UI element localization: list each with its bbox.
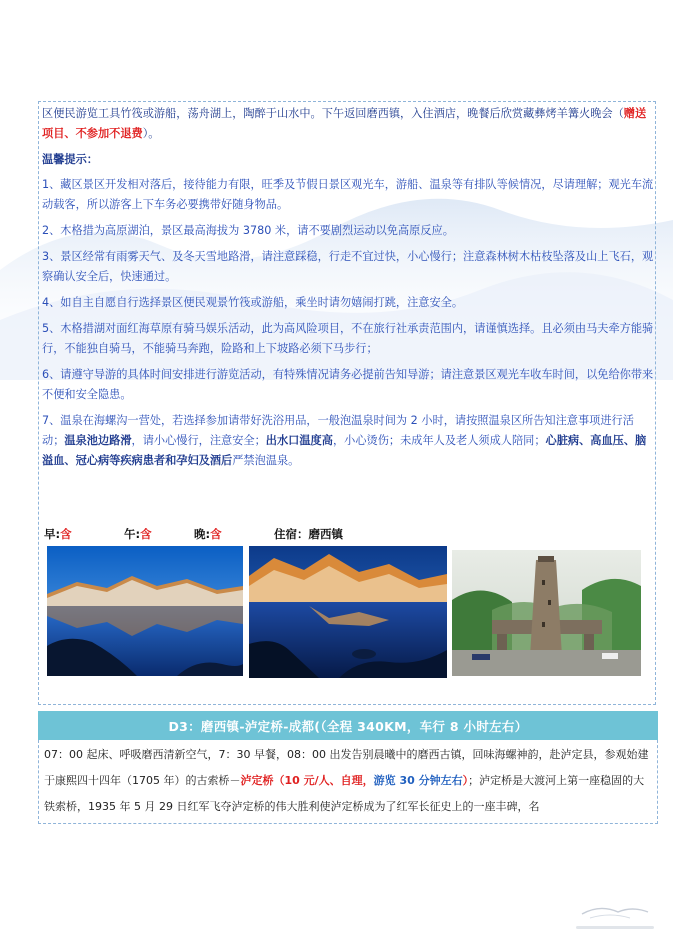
intro-paragraph (42, 104, 654, 144)
day3-price: （10 元/人、自理， (273, 774, 374, 787)
day3-tour-time: 游览 30 分钟左右 (373, 774, 463, 787)
intro-highlight: 赠送项目、不参加不退费 (42, 107, 647, 140)
watermark-logo (570, 898, 660, 938)
photo-mountain-lake-1 (47, 546, 243, 676)
meal-label: 早: (44, 527, 61, 541)
tip-text: 严禁泡温泉。 (232, 454, 300, 467)
tip-text: 7、温泉在海螺沟一营处，若选择参加请带好洗浴用品，一般泡温泉时间为 2 小时，请按照温泉区所告知注意事项进行活动； (42, 414, 634, 447)
tip-bold: 心脏病、高血压、脑溢血、冠心病等疾病患者和孕妇及酒后 (42, 434, 647, 467)
meal-value: 含 (210, 527, 222, 541)
meal-label: 午: (124, 527, 141, 541)
day3-text: 07：00 起床、呼吸磨西清新空气，7：30 早餐，08：00 出发告别晨曦中的磨西古镇，回味海螺神韵，赴泸定县，参观始建于康熙四十四年（1705 年）的古索桥－ (44, 748, 649, 787)
tip-item: 1、藏区景区开发相对落后，接待能力有限，旺季及节假日景区观光车，游船、温泉等有排队等候情况，尽请理解；观光车流动载客，所以游客上下车务必要携带好随身物品。 (42, 178, 654, 211)
tip-item: 5、木格措湖对面红海草原有骑马娱乐活动，此为高风险项目，不在旅行社承责范围内，请谨慎选择。且必须由马夫牵方能骑行，不能独自骑马，不能骑马奔跑，险路和上下坡路必须下马步行； (42, 322, 654, 355)
day2-content (42, 104, 654, 477)
day3-text: ；泸定桥是大渡河上第一座稳固的大铁索桥，1935 年 5 月 29 日红军飞夺泸定桥的伟大胜利使泸定桥成为了红军长征史上的一座丰碑，名 (44, 774, 645, 813)
tip-item: 6、请遵守导游的具体时间安排进行游览活动，有特殊情况请务必提前告知导游；请注意景区观光车收车时间，以免给你带来不便和安全隐患。 (42, 368, 654, 401)
tips-title: 温馨提示： (42, 153, 98, 166)
photo-stone-tower-gate (452, 550, 641, 676)
stay-label: 住宿： (274, 527, 309, 541)
tip-item-7 (42, 411, 654, 471)
intro-text-end: ）。 (142, 127, 160, 140)
photo-mountain-lake-2 (249, 546, 447, 678)
day3-content (44, 742, 652, 820)
stay-value: 磨西镇 (308, 527, 343, 541)
day3-price-close: ） (462, 774, 469, 787)
tip-text: ，请小心慢行，注意安全； (131, 434, 266, 447)
day3-title-bar (38, 711, 658, 740)
meal-dinner (194, 526, 274, 542)
tip-bold: 出水口温度高 (265, 434, 333, 447)
tip-item: 3、景区经常有雨雾天气、及冬天雪地路滑，请注意踩稳，行走不宜过快，小心慢行；注意森林树木枯枝坠落及山上飞石，观察确认安全后，快速通过。 (42, 250, 654, 283)
meal-breakfast (44, 526, 124, 542)
tip-text: ，小心烫伤；未成年人及老人须成人陪同； (332, 434, 546, 447)
tip-item: 4、如自主自愿自行选择景区便民观景竹筏或游船，乘坐时请勿嬉闹打跳，注意安全。 (42, 296, 464, 309)
meal-value: 含 (60, 527, 72, 541)
meal-label: 晚: (194, 527, 211, 541)
day3-title: D3：磨西镇-泸定桥-成都(（全程 340KM，车行 8 小时左右） (168, 718, 528, 734)
intro-text: 区便民游览工具竹筏或游船，荡舟湖上，陶醉于山水中。下午返回磨西镇，入住酒店，晚餐后欣赏藏彝烤羊篝火晚会（ (42, 107, 624, 120)
meals-row (44, 526, 343, 542)
tip-item: 2、木格措为高原湖泊，景区最高海拔为 3780 米，请不要剧烈运动以免高原反应。 (42, 224, 454, 237)
stay (274, 526, 343, 542)
tip-bold: 温泉池边路滑 (64, 434, 132, 447)
day3-bridge: 泸定桥 (240, 774, 274, 787)
meal-lunch (124, 526, 194, 542)
meal-value: 含 (140, 527, 152, 541)
